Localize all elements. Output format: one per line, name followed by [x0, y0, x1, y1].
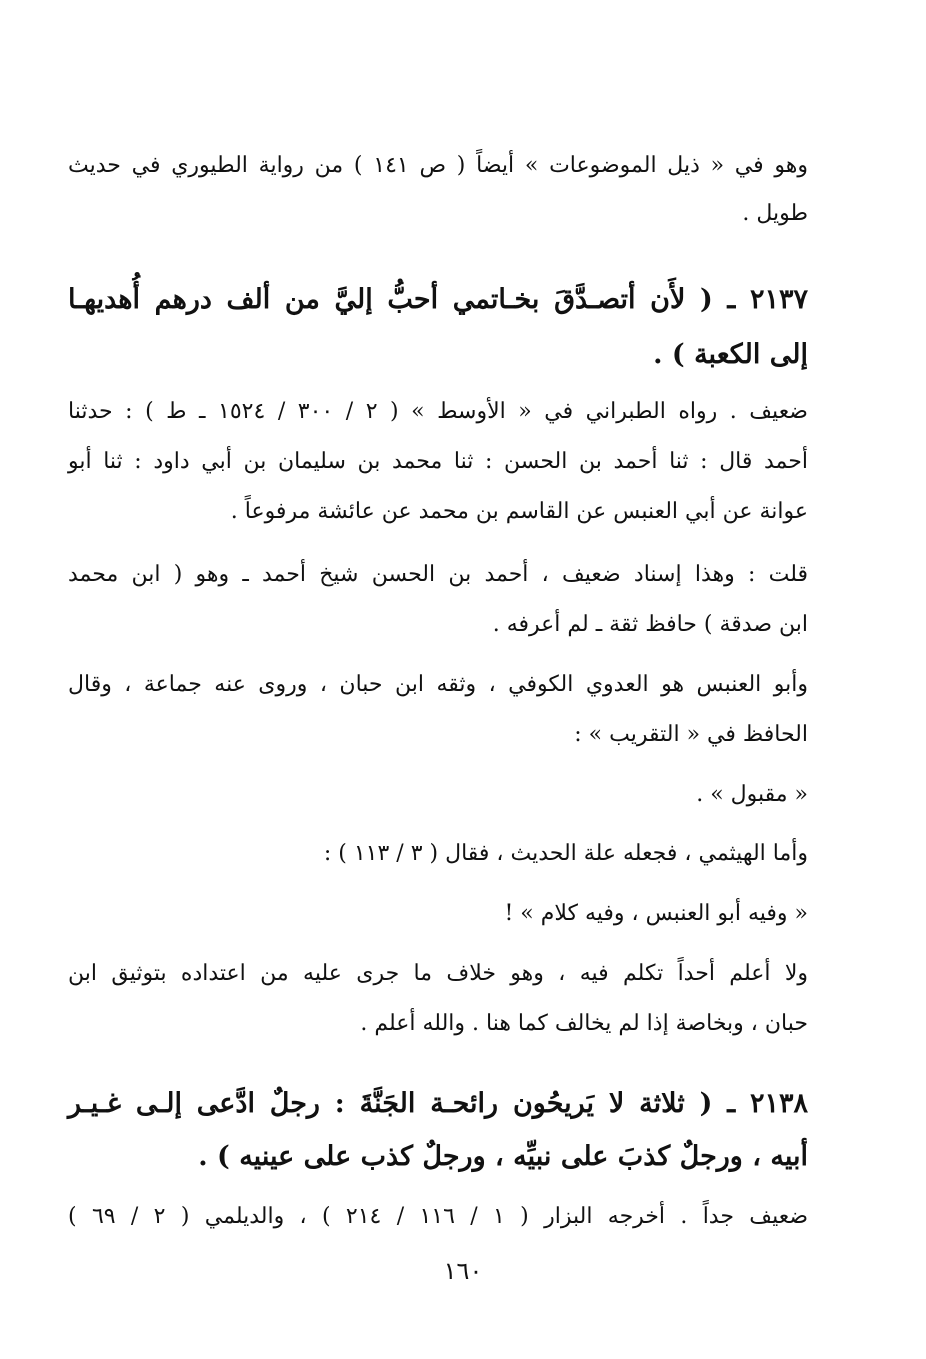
text-line: ولا أعلم أحداً تكلم فيه ، وهو خلاف ما جرى عليه من اعتداده بتوثيق ابن: [68, 961, 808, 986]
text-line: وهو في « ذيل الموضوعات » أيضاً ( ص ١٤١ ) من رواية الطيوري في حديث: [68, 153, 808, 178]
page-number: ١٦٠: [443, 1257, 483, 1285]
text-line: أحمد قال : ثنا أحمد بن الحسن : ثنا محمد بن سليمان بن أبي داود : ثنا أبو: [68, 449, 808, 474]
hadith-heading: أبيه ، ورجلٌ كذبَ على نبيِّه ، ورجلٌ كذب على عينيه ) .: [198, 1141, 808, 1172]
text-line: وأبو العنبس هو العدوي الكوفي ، وثقه ابن حبان ، وروى عنه جماعة ، وقال: [68, 672, 808, 697]
text-line: ضعيف . رواه الطبراني في « الأوسط » ( ٢ / ٣٠٠ / ١٥٢٤ ـ ط ) : حدثنا: [68, 399, 808, 424]
quote-line: « وفيه أبو العنبس ، وفيه كلام » !: [504, 901, 808, 926]
hadith-heading: إلى الكعبة ) .: [653, 339, 808, 370]
text-line: قلت : وهذا إسناد ضعيف ، أحمد بن الحسن شيخ أحمد ـ وهو ( ابن محمد: [68, 562, 808, 587]
hadith-heading: ٢١٣٨ ـ ( ثلاثة لا يَريحُون رائحـة الجَنَّةَ : رجلٌ ادَّعى إلـى غـيـر: [68, 1088, 808, 1119]
text-line: ضعيف جداً . أخرجه البزار ( ١ / ١١٦ / ٢١٤ ) ، والديلمي ( ٢ / ٦٩ ): [68, 1204, 808, 1229]
quote-line: « مقبول » .: [696, 782, 808, 807]
hadith-heading: ٢١٣٧ ـ ( لأَن أتصـدَّقَ بخـاتمي أحبُّ إليَّ من ألف درهم أُهديهـا: [68, 284, 808, 315]
text-line: حبان ، وبخاصة إذا لم يخالف كما هنا . والله أعلم .: [360, 1011, 808, 1036]
text-line: طويل .: [742, 201, 808, 226]
text-line: الحافظ في « التقريب » :: [574, 722, 808, 747]
text-line: وأما الهيثمي ، فجعله علة الحديث ، فقال ( ٣ / ١١٣ ) :: [323, 841, 808, 866]
text-line: عوانة عن أبي العنبس عن القاسم بن محمد عن عائشة مرفوعاً .: [230, 499, 808, 524]
text-line: ابن صدقة ) حافظ ثقة ـ لم أعرفه .: [492, 612, 808, 637]
